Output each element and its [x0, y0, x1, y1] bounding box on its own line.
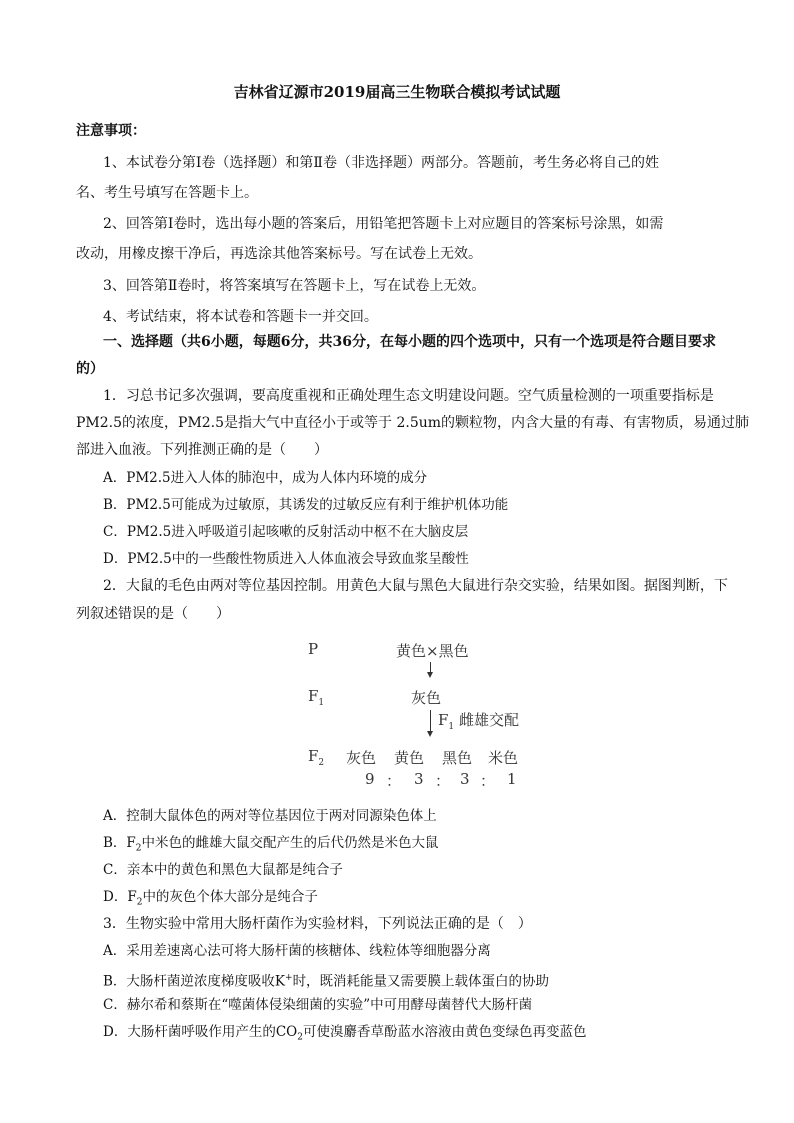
arrowhead-f1-f2 — [427, 731, 433, 737]
ratio-1: 1 — [507, 770, 517, 788]
p-label: P — [308, 640, 319, 658]
f1-phenotype: 灰色 — [411, 689, 442, 707]
notice-item-3: 3、回答第Ⅱ卷时，将答案填写在答题卡上，写在试卷上无效。 — [103, 278, 486, 294]
q2-option-d: D．$F_2$中的灰色个体大部分是纯合子 — [103, 889, 318, 908]
f2-label: $F_2$ — [308, 747, 325, 768]
q2-stem-line1: 2．大鼠的毛色由两对等位基因控制。用黄色大鼠与黑色大鼠进行杂交实验，结果如图。据图判断，下 — [103, 578, 728, 594]
q3-option-d: D．大肠杆菌呼吸作用产生的$CO_2$可使溴麝香草酚蓝水溶液由黄色变绿色再变蓝色 — [103, 1024, 587, 1043]
f1-mating: $F_1$ 雌雄交配 — [438, 711, 519, 732]
f2-phenotype-yellow: 黄色 — [394, 749, 425, 767]
ratio-3a: 3 — [414, 770, 424, 788]
q3-stem: 3．生物实验中常用大肠杆菌作为实验材料，下列说法正确的是（ ） — [103, 916, 532, 932]
q3-option-c: C．赫尔希和蔡斯在“噬菌体侵染细菌的实验”中可用酵母菌替代大肠杆菌 — [103, 997, 533, 1013]
q2-option-b: B．$F_2$中米色的雌雄大鼠交配产生的后代仍然是米色大鼠 — [103, 835, 439, 854]
q2-option-a: A．控制大鼠体色的两对等位基因位于两对同源染色体上 — [103, 808, 437, 824]
q1-option-b: B．PM2.5可能成为过敏原，其诱发的过敏反应有利于维护机体功能 — [103, 497, 509, 513]
arrowhead-p-f1 — [427, 672, 433, 678]
q1-option-a: A．PM2.5进入人体的肺泡中，成为人体内环境的成分 — [103, 470, 428, 486]
notice-item-2-cont: 改动，用橡皮擦干净后，再选涂其他答案标号。写在试卷上无效。 — [76, 246, 482, 262]
notice-heading: 注意事项： — [76, 123, 146, 139]
q2-stem-line2: 列叙述错误的是（ ） — [76, 606, 230, 622]
q3-option-a: A．采用差速离心法可将大肠杆菌的核糖体、线粒体等细胞器分离 — [103, 943, 491, 959]
q1-option-c: C．PM2.5进入呼吸道引起咳嗽的反射活动中枢不在大脑皮层 — [103, 524, 469, 540]
q1-stem-line2: PM2.5的浓度，PM2.5是指大气中直径小于或等于 2.5um的颗粒物，内含大量的有毒、有害物质，易通过肺 — [76, 415, 750, 431]
q1-stem-line1: 1．习总书记多次强调，要高度重视和正确处理生态文明建设问题。空气质量检测的一项重要指标是 — [103, 388, 714, 404]
ratio-colon-1: ： — [386, 772, 402, 790]
notice-item-1: 1、本试卷分第Ⅰ卷（选择题）和第Ⅱ卷（非选择题）两部分。答题前，考生务必将自己的姓 — [103, 155, 659, 171]
f2-phenotype-gray: 灰色 — [346, 749, 377, 767]
q1-option-d: D．PM2.5中的一些酸性物质进入人体血液会导致血浆呈酸性 — [103, 551, 469, 567]
ratio-colon-3: ： — [480, 772, 496, 790]
section1-heading-cont: 的） — [76, 361, 104, 377]
exam-title: 吉林省辽源市2019届高三生物联合模拟考试试题 — [233, 83, 561, 101]
q3-option-b: B．大肠杆菌逆浓度梯度吸收K+时，既消耗能量又需要膜上载体蛋白的协助 — [103, 973, 550, 990]
notice-item-4: 4、考试结束，将本试卷和答题卡一并交回。 — [103, 309, 378, 325]
f1-label: $F_1$ — [308, 687, 325, 708]
p-cross: 黄色×黑色 — [396, 642, 469, 660]
ratio-9: 9 — [365, 770, 375, 788]
section1-heading: 一、选择题（共6小题，每题6分，共36分，在每小题的四个选项中，只有一个选项是符合题目要求 — [103, 334, 716, 350]
q1-stem-line3: 部进入血液。下列推测正确的是（ ） — [76, 442, 328, 458]
ratio-colon-2: ： — [435, 772, 451, 790]
arrow-f1-f2 — [430, 710, 431, 733]
ratio-3b: 3 — [460, 770, 470, 788]
notice-item-1-cont: 名、考生号填写在答题卡上。 — [76, 185, 258, 201]
f2-phenotype-black: 黑色 — [442, 749, 473, 767]
f2-phenotype-cream: 米色 — [488, 749, 519, 767]
q2-option-c: C．亲本中的黄色和黑色大鼠都是纯合子 — [103, 862, 343, 878]
cross-diagram — [300, 635, 540, 795]
notice-item-2: 2、回答第Ⅰ卷时，选出每小题的答案后，用铅笔把答题卡上对应题目的答案标号涂黑，如需 — [103, 216, 664, 232]
